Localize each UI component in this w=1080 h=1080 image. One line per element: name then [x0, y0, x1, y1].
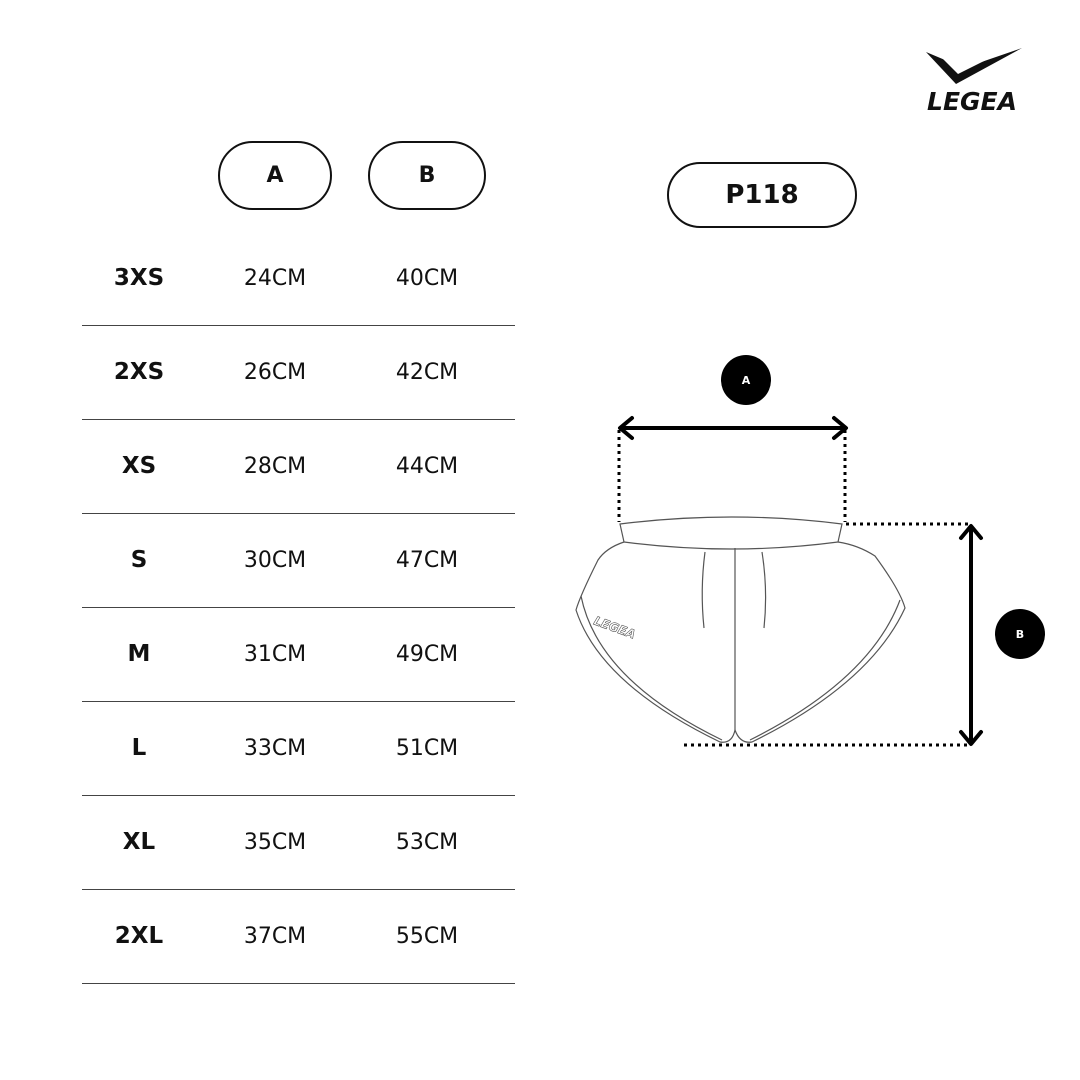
brand-name: LEGEA	[927, 87, 1017, 116]
table-row	[82, 702, 515, 796]
brand-logo	[914, 44, 1030, 116]
column-header-b: B	[368, 141, 486, 210]
measurement-a: 31CM	[243, 641, 307, 667]
badge-b: B	[995, 609, 1045, 659]
measurement-a: 28CM	[243, 453, 307, 479]
table-row	[82, 232, 515, 326]
measurement-b: 51CM	[395, 735, 459, 761]
table-row	[82, 796, 515, 890]
measurement-b: 55CM	[395, 923, 459, 949]
measurement-b: 49CM	[395, 641, 459, 667]
measurement-a: 37CM	[243, 923, 307, 949]
size-label: XS	[121, 453, 157, 479]
measurement-b: 47CM	[395, 547, 459, 573]
measurement-b: 53CM	[395, 829, 459, 855]
size-table	[82, 232, 515, 984]
measurement-a: 30CM	[243, 547, 307, 573]
size-label: XL	[122, 829, 156, 855]
measurement-b: 44CM	[395, 453, 459, 479]
size-label: 3XS	[113, 265, 165, 291]
product-code: P118	[667, 162, 857, 228]
measurement-a: 24CM	[243, 265, 307, 291]
shorts-diagram	[560, 340, 1060, 770]
table-row	[82, 608, 515, 702]
measurement-b: 42CM	[395, 359, 459, 385]
size-label: S	[130, 547, 148, 573]
size-label: 2XS	[113, 359, 165, 385]
measurement-a: 33CM	[243, 735, 307, 761]
size-label: L	[131, 735, 147, 761]
badge-a: A	[721, 355, 771, 405]
measurement-b-arrow	[684, 524, 981, 745]
size-label: 2XL	[114, 923, 164, 949]
measurement-b: 40CM	[395, 265, 459, 291]
table-row	[82, 326, 515, 420]
measurement-a: 35CM	[243, 829, 307, 855]
column-header-a: A	[218, 141, 332, 210]
legea-chevron-icon	[924, 44, 1024, 88]
size-label: M	[127, 641, 151, 667]
table-row	[82, 514, 515, 608]
measurement-a-arrow	[619, 418, 846, 522]
table-row	[82, 890, 515, 984]
garment-logo: LEGEA	[591, 613, 638, 642]
measurement-a: 26CM	[243, 359, 307, 385]
table-row	[82, 420, 515, 514]
